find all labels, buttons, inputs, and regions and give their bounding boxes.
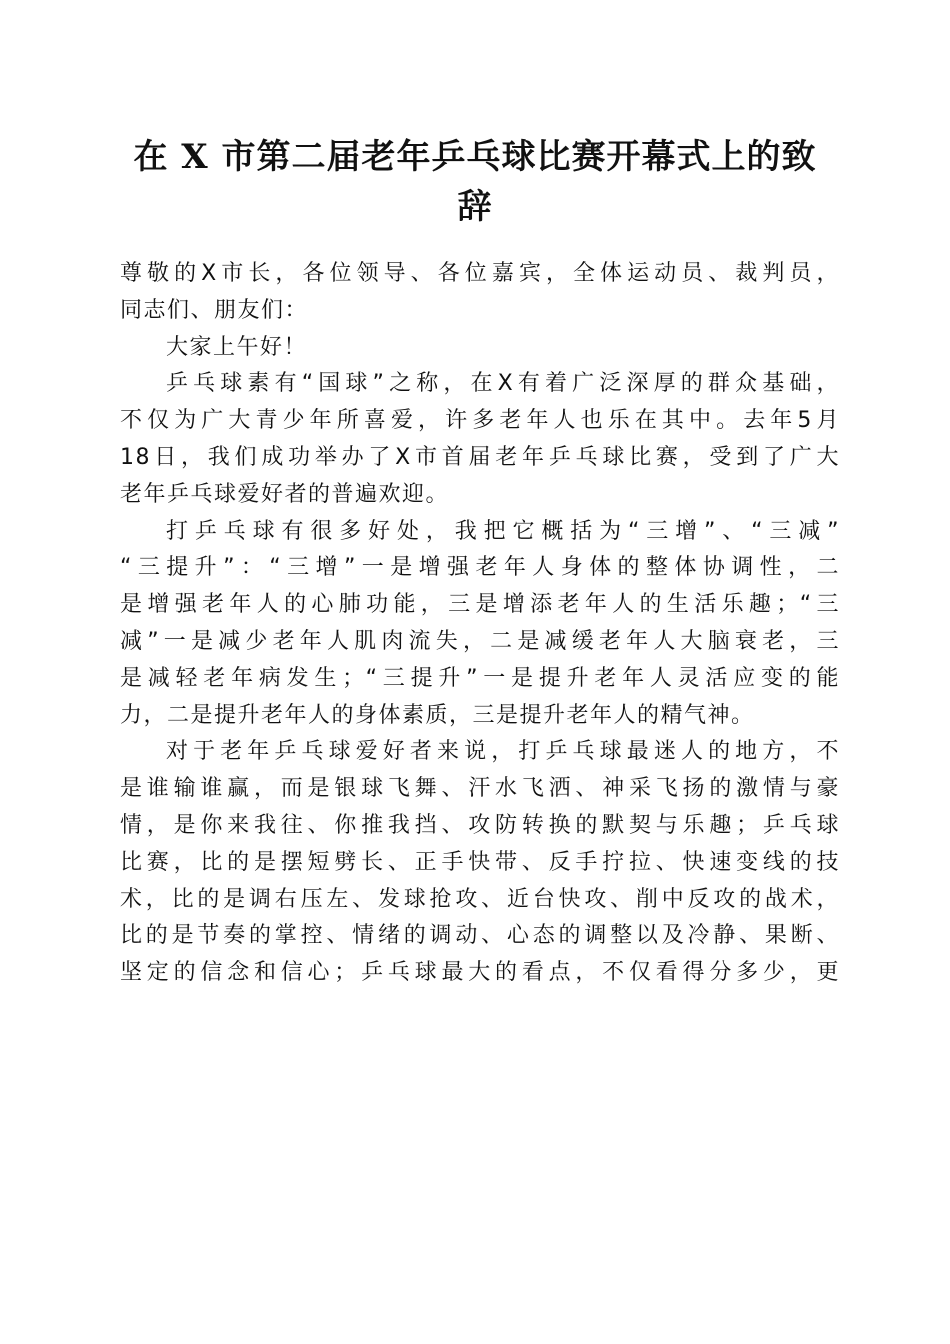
text-line: 是谁输谁赢，而是银球飞舞、汗水飞洒、神采飞扬的激情与豪	[120, 776, 840, 802]
text-line: 术，比的是调右压左、发球抢攻、近台快攻、削中反攻的战术，	[120, 886, 840, 912]
paragraph	[120, 734, 840, 992]
paragraph	[120, 366, 840, 513]
text-line: 情，是你来我往、你推我挡、攻防转换的默契与乐趣；乒乓球	[120, 812, 840, 838]
text-line: 比的是节奏的掌控、情绪的调动、心态的调整以及冷静、果断、	[120, 923, 840, 949]
text-line: 18日，我们成功举办了X市首届老年乒乓球比赛，受到了广大	[120, 444, 840, 470]
document-title	[110, 132, 840, 232]
text-line: “三提升”：“三增”一是增强老年人身体的整体协调性，二	[120, 555, 840, 581]
text-line: 同志们、朋友们：	[120, 297, 309, 323]
paragraph	[120, 514, 840, 735]
title-line: 在 X 市第二届老年乒乓球比赛开幕式上的致	[133, 137, 817, 177]
paragraph-salutation	[120, 256, 840, 330]
text-line: 尊敬的X市长，各位领导、各位嘉宾，全体运动员、裁判员，	[120, 261, 840, 286]
text-line: 大家上午好！	[166, 334, 308, 360]
text-line: 老年乒乓球爱好者的普遍欢迎。	[120, 481, 450, 507]
text-line: 乒乓球素有“国球”之称，在X有着广泛深厚的群众基础，	[166, 371, 840, 397]
text-line: 减”一是减少老年人肌肉流失，二是减缓老年人大脑衰老，三	[120, 628, 840, 654]
text-line: 不仅为广大青少年所喜爱，许多老年人也乐在其中。去年5月	[120, 408, 840, 434]
text-line: 是增强老年人的心肺功能，三是增添老年人的生活乐趣；“三	[120, 592, 840, 618]
text-line: 比赛，比的是摆短劈长、正手快带、反手拧拉、快速变线的技	[120, 849, 840, 875]
paragraph-greeting	[120, 330, 840, 367]
text-line: 打乒乓球有很多好处，我把它概括为“三增”、“三减”	[166, 518, 840, 544]
text-line: 对于老年乒乓球爱好者来说，打乒乓球最迷人的地方，不	[166, 739, 840, 765]
text-line: 坚定的信念和信心；乒乓球最大的看点，不仅看得分多少，更	[120, 960, 840, 986]
title-line: 辞	[457, 187, 493, 227]
text-line: 是减轻老年病发生；“三提升”一是提升老年人灵活应变的能	[120, 665, 840, 691]
document-body	[120, 256, 840, 992]
text-line: 力，二是提升老年人的身体素质，三是提升老年人的精气神。	[120, 702, 755, 728]
